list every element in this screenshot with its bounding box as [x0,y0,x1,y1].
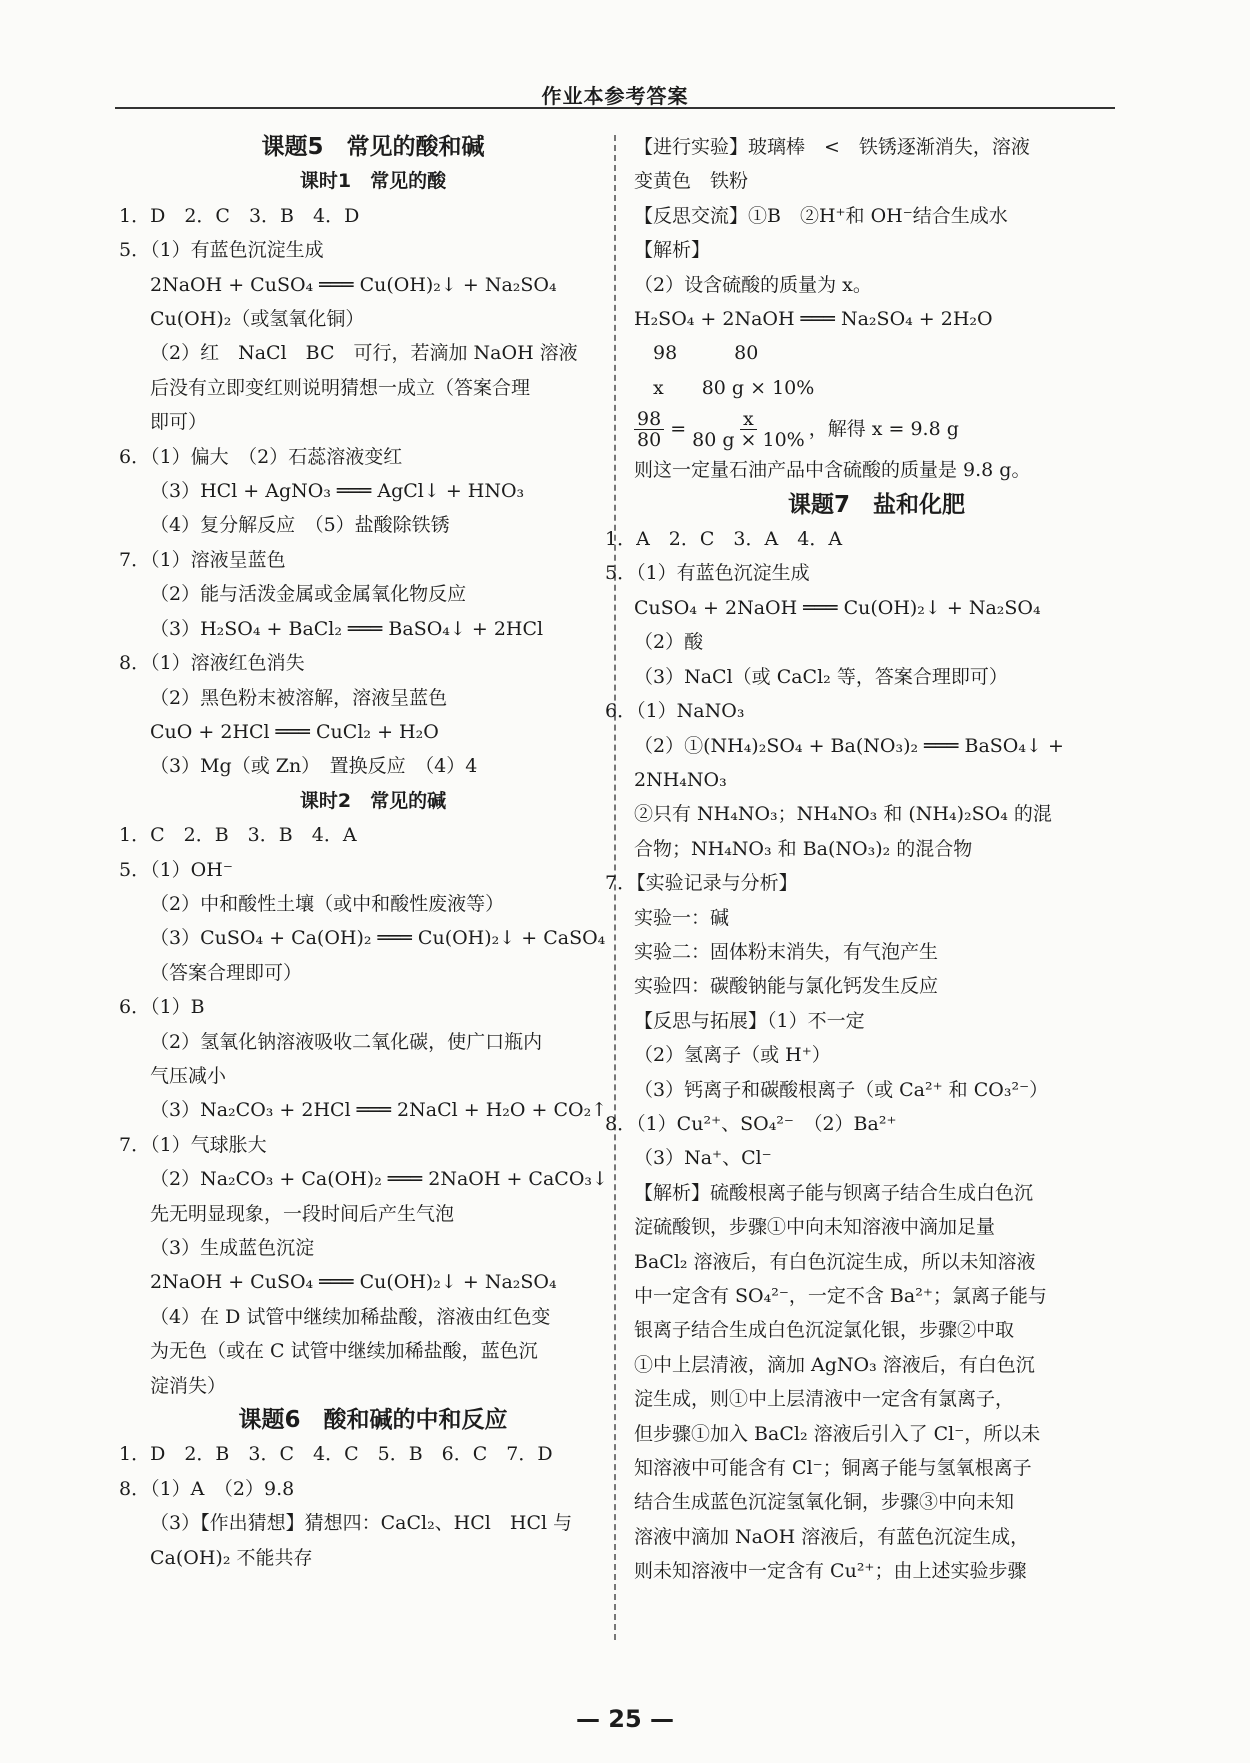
answer-line: （2）能与活泼金属或金属氧化物反应 [150,583,467,606]
question-answer-line: 1．D 2．B 3．C 4．C 5．B 6．C 7．D [119,1443,553,1466]
answer-line: 实验四：碳酸钠能与氯化钙发生反应 [634,975,939,998]
answer-line: 结合生成蓝色沉淀氢氧化铜，步骤③中向未知 [634,1491,1015,1514]
question-answer-line: 8．（1）溶液红色消失 [119,652,305,675]
left-column [119,130,608,1575]
answer-line: （3）Mg（或 Zn） 置换反应 （4）4 [150,755,478,778]
answer-line: 【解析】硫酸根离子能与钡离子结合生成白色沉 [634,1181,1034,1204]
answer-line: （4）在 D 试管中继续加稀盐酸，溶液由红色变 [150,1305,551,1328]
question-answer-line: 1．D 2．C 3．B 4．D [119,204,360,227]
answer-line: （3）H₂SO₄ + BaCl₂ ═══ BaSO₄↓ + 2HCl [150,617,544,640]
answer-line: （答案合理即可） [150,961,303,984]
answer-line: 淀消失） [150,1374,227,1397]
answer-line: 98 80 [634,342,759,365]
answer-line: 【反思交流】①B ②H⁺和 OH⁻结合生成水 [634,204,1008,227]
answer-line: H₂SO₄ + 2NaOH ═══ Na₂SO₄ + 2H₂O [634,308,993,331]
page-header-title: 作业本参考答案 [541,84,689,108]
answer-line: 则未知溶液中一定含有 Cu²⁺；由上述实验步骤 [634,1560,1027,1583]
numerator: x [740,409,757,430]
answer-line: 【反思与拓展】（1）不一定 [634,1009,865,1032]
question-answer-line: 7．（1）气球胀大 [119,1133,267,1156]
answer-line: 2NaOH + CuSO₄ ═══ Cu(OH)₂↓ + Na₂SO₄ [150,1271,557,1294]
answer-line: （2）中和酸性土壤（或中和酸性废液等） [150,892,505,915]
question-answer-line: 1．A 2．C 3．A 4．A [605,528,843,551]
question-answer-line: 5．（1）有蓝色沉淀生成 [605,562,810,585]
answer-line: 合物；NH₄NO₃ 和 Ba(NO₃)₂ 的混合物 [634,837,973,860]
lesson-subtitle: 课时2 常见的碱 [299,789,447,812]
fraction-equation [634,405,1119,453]
numerator: 98 [634,409,664,430]
answer-line: 但步骤①加入 BaCl₂ 溶液后引入了 Cl⁻，所以未 [634,1422,1041,1445]
question-answer-line: 1．C 2．B 3．B 4．A [119,824,357,847]
answer-line: 变黄色 铁粉 [634,170,749,193]
answer-line: 后没有立即变红则说明猜想一成立（答案合理 [150,376,531,399]
answer-line: ①中上层清液，滴加 AgNO₃ 溶液后，有白色沉 [634,1353,1035,1376]
answer-line: 2NaOH + CuSO₄ ═══ Cu(OH)₂↓ + Na₂SO₄ [150,273,557,296]
answer-line: 【解析】 [634,239,711,262]
answer-line: 【进行实验】玻璃棒 < 铁锈逐渐消失，溶液 [634,136,1030,158]
section-title: 课题7 盐和化肥 [787,491,965,518]
answer-line: 实验一：碱 [634,906,730,929]
answer-line: （3）HCl + AgNO₃ ═══ AgCl↓ + HNO₃ [150,480,525,503]
page-number: — 25 — [575,1705,675,1733]
answer-line: 为无色（或在 C 试管中继续加稀盐酸，蓝色沉 [150,1340,538,1363]
answer-line: ②只有 NH₄NO₃；NH₄NO₃ 和 (NH₄)₂SO₄ 的混 [634,803,1052,826]
answer-line: 知溶液中可能含有 Cl⁻；铜离子能与氢氧根离子 [634,1457,1032,1480]
answer-line: （2）氢离子（或 H⁺） [634,1044,831,1067]
question-answer-line: 7．（1）溶液呈蓝色 [119,548,286,571]
answer-line: BaCl₂ 溶液后，有白色沉淀生成，所以未知溶液 [634,1250,1036,1273]
fraction [692,409,805,450]
answer-line: 先无明显现象，一段时间后产生气泡 [150,1202,455,1225]
answer-line: （2）Na₂CO₃ + Ca(OH)₂ ═══ 2NaOH + CaCO₃↓ [150,1168,608,1191]
answer-line: （2）氢氧化钠溶液吸收二氧化碳，使广口瓶内 [150,1030,543,1053]
answer-line: 即可） [150,411,208,434]
question-answer-line: 8．（1）A （2）9.8 [119,1477,295,1500]
answer-line: 气压减小 [150,1064,227,1087]
answer-line: 溶液中滴加 NaOH 溶液后，有蓝色沉淀生成， [634,1525,1030,1548]
answer-line: （2）①(NH₄)₂SO₄ + Ba(NO₃)₂ ═══ BaSO₄↓ + [634,734,1064,757]
answer-line: （3）Na⁺、Cl⁻ [634,1147,772,1170]
answer-line: 中一定含有 SO₄²⁻，一定不含 Ba²⁺；氯离子能与 [634,1285,1047,1307]
question-answer-line: 6．（1）NaNO₃ [605,700,745,723]
answer-line: Cu(OH)₂（或氢氧化铜） [150,308,365,331]
answer-line: （2）酸 [634,631,704,654]
answer-line: （3）钙离子和碳酸根离子（或 Ca²⁺ 和 CO₃²⁻） [634,1078,1049,1101]
answer-line: x 80 g × 10% [634,376,815,399]
denominator: 80 [637,428,662,451]
answer-line: （2）设含硫酸的质量为 x。 [634,273,872,296]
answer-line: （3）NaCl（或 CaCl₂ 等，答案合理即可） [634,665,1008,688]
answer-line: （2）红 NaCl BC 可行，若滴加 NaOH 溶液 [150,342,578,365]
answer-line: 2NH₄NO₃ [634,768,727,791]
answer-line: （3）生成蓝色沉淀 [150,1237,315,1259]
question-answer-line: 5．（1）OH⁻ [119,858,233,881]
answer-line: （3）Na₂CO₃ + 2HCl ═══ 2NaCl + H₂O + CO₂↑ [150,1099,608,1122]
answer-line: （3）【作出猜想】猜想四：CaCl₂、HCl HCl 与 [150,1512,573,1535]
fraction-result-text: ，解得 x = 9.8 g [808,418,959,441]
answer-line: （3）CuSO₄ + Ca(OH)₂ ═══ Cu(OH)₂↓ + CaSO₄ [150,927,606,950]
answer-line: Ca(OH)₂ 不能共存 [150,1546,313,1569]
denominator: 80 g × 10% [692,428,805,451]
answer-line: CuO + 2HCl ═══ CuCl₂ + H₂O [150,720,439,743]
answer-line: 淀生成，则①中上层清液中一定含有氯离子， [634,1388,1015,1411]
question-answer-line: 7．【实验记录与分析】 [605,872,798,895]
question-answer-line: 6．（1）偏大 （2）石蕊溶液变红 [119,445,403,468]
lesson-subtitle: 课时1 常见的酸 [299,170,447,193]
header-rule [115,107,1115,109]
answer-line: 实验二：固体粉末消失，有气泡产生 [634,940,939,963]
section-title: 课题5 常见的酸和碱 [261,134,485,160]
answer-line: （4）复分解反应 （5）盐酸除铁锈 [150,514,450,537]
answer-line: 银离子结合生成白色沉淀氯化银，步骤②中取 [634,1319,1015,1342]
answer-line: （2）黑色粉末被溶解，溶液呈蓝色 [150,686,448,709]
question-answer-line: 5．（1）有蓝色沉淀生成 [119,239,324,262]
equals-sign: = [670,418,687,441]
question-answer-line: 6．（1）B [119,996,205,1019]
question-answer-line: 8．（1）Cu²⁺、SO₄²⁻ （2）Ba²⁺ [605,1112,897,1135]
right-column [605,130,1119,1589]
answer-line: 淀硫酸钡，步骤①中向未知溶液中滴加足量 [634,1216,996,1239]
fraction [634,409,664,450]
answer-line: 则这一定量石油产品中含硫酸的质量是 9.8 g。 [634,459,1031,482]
answer-line: CuSO₄ + 2NaOH ═══ Cu(OH)₂↓ + Na₂SO₄ [634,596,1041,619]
section-title: 课题6 酸和碱的中和反应 [238,1407,508,1434]
